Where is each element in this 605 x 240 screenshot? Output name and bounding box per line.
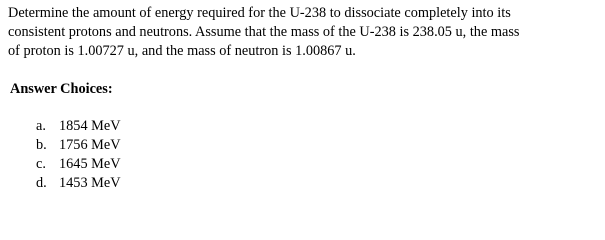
- answer-choices-heading: Answer Choices:: [10, 81, 113, 97]
- question-text: [8, 4, 598, 61]
- choice-text: 1854 MeV: [59, 118, 121, 134]
- answer-choice-b: [36, 136, 121, 155]
- answer-choices-list: [36, 117, 121, 193]
- question-line-2: consistent protons and neutrons. Assume that the mass of the U-238 is 238.05 u, the mass: [8, 24, 520, 40]
- choice-letter: b.: [36, 137, 47, 153]
- choice-text: 1756 MeV: [59, 137, 121, 153]
- choice-letter: d.: [36, 175, 47, 191]
- question-line-3: of proton is 1.00727 u, and the mass of neutron is 1.00867 u.: [8, 43, 356, 59]
- answer-choice-d: [36, 174, 121, 193]
- question-line-1: Determine the amount of energy required for the U-238 to dissociate completely into its: [8, 5, 511, 21]
- choice-text: 1453 MeV: [59, 175, 121, 191]
- answer-choice-c: [36, 155, 121, 174]
- choice-text: 1645 MeV: [59, 156, 121, 172]
- answer-choice-a: [36, 117, 121, 136]
- choice-letter: a.: [36, 118, 46, 134]
- choice-letter: c.: [36, 156, 46, 172]
